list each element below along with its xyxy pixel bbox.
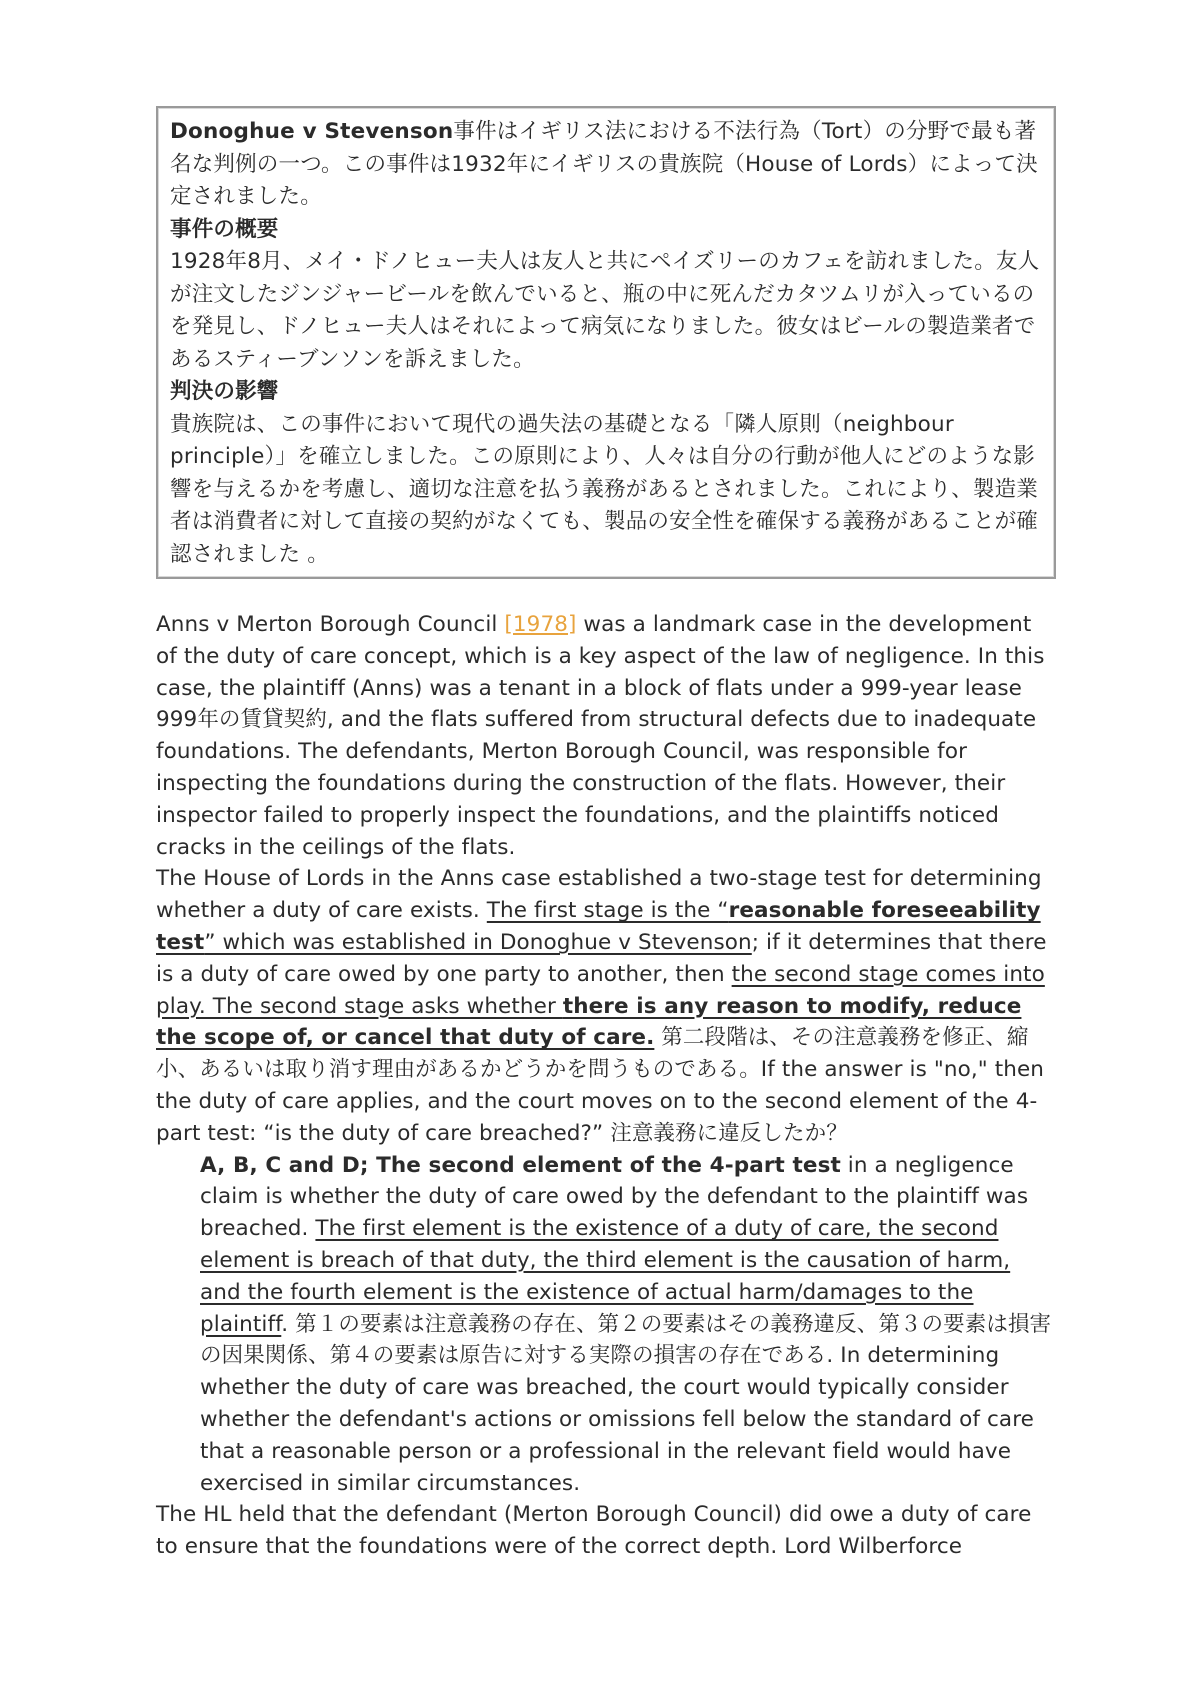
box-overview-text: 1928年8月、メイ・ドノヒュー夫人は友人と共にペイズリーのカフェを訪れました。友人が注文したジンジャービールを飲んでいると、瓶の中に死んだカタツムリが入っているのを発見し、ドノヒュー夫人はそれによって病気になりました。彼女はビールの製造業者であるスティーブンソンを訴えました。 — [170, 249, 1040, 372]
citation-link[interactable]: [1978] — [504, 612, 577, 637]
box-heading-impact: 判決の影響 — [170, 379, 279, 404]
text-span: The first stage is the “ — [486, 898, 729, 924]
bold-second-element: A, B, C and D; The second element of the 4-part test — [200, 1152, 841, 1178]
box-intro-text: 事件はイギリス法における不法行為（Tort）の分野で最も著名な判例の一つ。この事件は1932年にイギリスの貴族院（House of Lords）によって決定されました。 — [170, 119, 1038, 209]
document-page — [156, 106, 1056, 1563]
main-text — [156, 609, 1056, 1563]
text-span: The House of Lords in the Anns case established a two-stage test for determining whether a duty of care exists. — [156, 866, 1042, 924]
paragraph-anns-text: was a landmark case in the development of the duty of care concept, which is a key aspect of the law of negligence. In this case, the plaintiff (Anns) was a tenant in a block of flats under a 999-year lease 999年の賃貸契約, and the flats suffered from structural defects due to inadequate foundations. The defendants, Merton Borough Council, was responsible for inspecting the foundations during the construction of the flats. However, their inspector failed to properly inspect the foundations, and the plaintiffs noticed cracks in the ceilings of the flats. — [156, 612, 1045, 860]
paragraph-four-part-test — [200, 1150, 1056, 1500]
paragraph-two-stage-test — [156, 863, 1056, 1149]
paragraph-anns-intro — [156, 609, 1056, 863]
text-span: ” which was established in Donoghue v Stevenson — [204, 929, 752, 955]
text-span: the second stage comes into play. The second stage asks whether — [156, 961, 1045, 1019]
text-span: ; if it determines that there is a duty of care owed by one party to another, then — [156, 929, 1047, 987]
bold-modify-reason: there is any reason to modify, reduce the scope of, or cancel that duty of care. — [156, 993, 1022, 1051]
box-intro-case-name: Donoghue v Stevenson — [170, 119, 454, 144]
paragraph-hl-held: The HL held that the defendant (Merton Borough Council) did owe a duty of care to ensure that the foundations were of the correct depth. Lord Wilberforce — [156, 1502, 1032, 1560]
bold-foreseeability: reasonable foreseeability test — [156, 898, 1041, 955]
donoghue-summary-box — [156, 106, 1056, 579]
text-span: in a negligence claim is whether the duty of care owed by the defendant to the plaintiff was breached. — [200, 1152, 1029, 1242]
underlined-four-elements: The first element is the existence of a duty of care, the second element is breach of that duty, the third element is the causation of harm, and the fourth element is the existence of actual harm/damages to the plaintiff — [200, 1216, 1011, 1337]
text-span: . 第１の要素は注意義務の存在、第２の要素はその義務違反、第３の要素は損害の因果関係、第４の要素は原告に対する実際の損害の存在である. In determining whether the duty of care was breached, the court would typically consider whether the defendant's actions or omissions fell below the standard of care that a reasonable person or a professional in the relevant field would have exercised in similar circumstances. — [200, 1311, 1052, 1496]
box-impact-text: 貴族院は、この事件において現代の過失法の基礎となる「隣人原則（neighbour principle）」を確立しました。この原則により、人々は自分の行動が他人にどのような影響を与えるかを考慮し、適切な注意を払う義務があるとされました。これにより、製造業者は消費者に対して直接の契約がなくても、製品の安全性を確保する義務があることが確認されました 。 — [170, 411, 1039, 567]
box-heading-overview: 事件の概要 — [170, 216, 279, 242]
text-span: 第二段階は、その注意義務を修正、縮小、あるいは取り消す理由があるかどうかを問うものである。If the answer is "no," then the duty of care applies, and the court moves on to the second element of the 4-part test: “is the duty of care breached?” 注意義務に違反したか？ — [156, 1025, 1044, 1146]
box-intro — [170, 116, 1044, 214]
case-name: Anns v Merton Borough Council — [156, 612, 505, 637]
